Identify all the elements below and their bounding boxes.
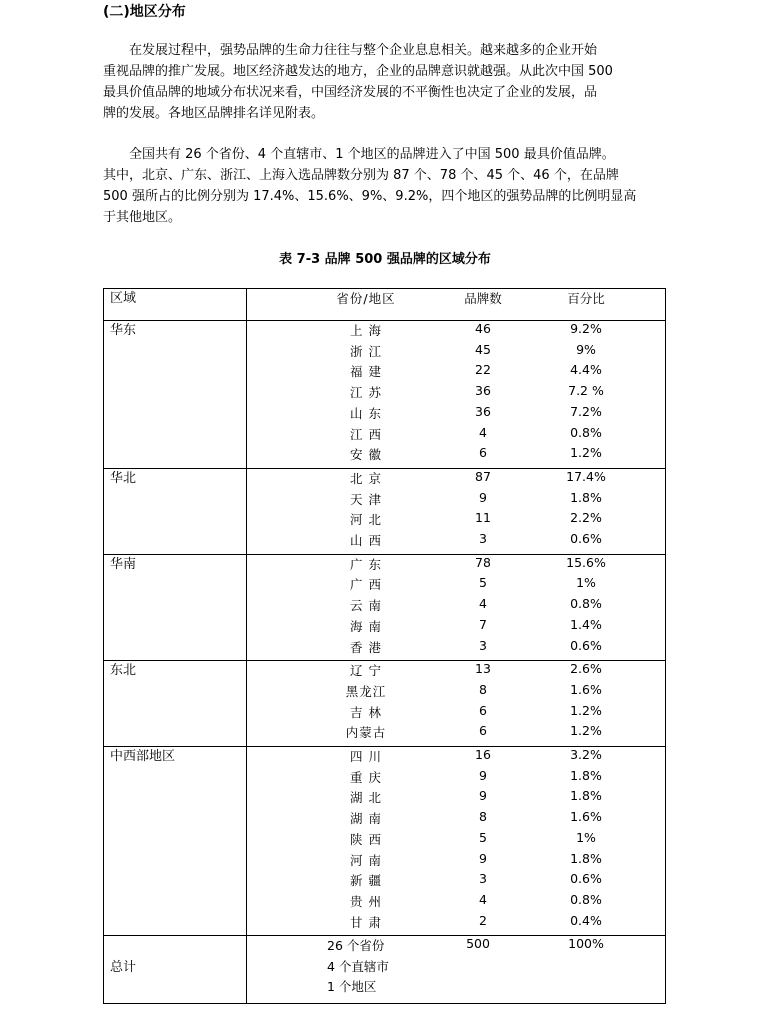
count-cell: 8 — [479, 809, 487, 825]
table-row — [103, 768, 666, 788]
table-row — [103, 342, 666, 362]
province-cell: 贵 州 — [350, 893, 382, 909]
table-column-rule — [103, 288, 104, 1004]
table-row — [103, 321, 666, 341]
count-cell: 4 — [479, 891, 487, 907]
count-cell: 2 — [479, 912, 487, 928]
count-cell: 7 — [479, 616, 487, 632]
percent-cell: 2.6% — [570, 661, 602, 677]
percent-cell: 1.2% — [570, 445, 602, 461]
table-caption: 表 7-3 品牌 500 强品牌的区域分布 — [279, 252, 491, 267]
table-row — [103, 575, 666, 595]
count-cell: 87 — [475, 468, 491, 484]
count-cell: 46 — [475, 321, 491, 336]
percent-cell: 17.4% — [566, 468, 606, 484]
table-row — [103, 747, 666, 767]
percent-cell: 7.2 % — [568, 383, 604, 399]
table-row — [103, 555, 666, 575]
paragraph-line: 全国共有 26 个省份、4 个直辖市、1 个地区的品牌进入了中国 500 最具价值品牌。 — [129, 147, 615, 162]
table-row — [103, 830, 666, 850]
table-row — [103, 682, 666, 702]
province-cell: 山 东 — [350, 405, 382, 421]
province-cell: 新 疆 — [350, 873, 382, 889]
table-row — [103, 723, 666, 743]
province-cell: 云 南 — [350, 598, 382, 614]
count-cell: 5 — [479, 829, 487, 845]
count-cell: 6 — [479, 702, 487, 718]
total-province-line: 4 个直辖市 — [327, 958, 389, 974]
header-region: 区域 — [110, 291, 137, 306]
province-cell: 广 东 — [350, 556, 382, 572]
paragraph-line: 其中，北京、广东、浙江、上海入选品牌数分别为 87 个、78 个、45 个、46 个，在品牌 — [103, 168, 619, 183]
count-cell: 16 — [475, 747, 491, 762]
province-cell: 河 南 — [350, 852, 382, 868]
table-row — [103, 362, 666, 382]
count-cell: 6 — [479, 723, 487, 739]
table-row — [103, 383, 666, 403]
table-row — [103, 851, 666, 871]
province-cell: 福 建 — [350, 364, 382, 380]
province-cell: 黑龙江 — [345, 683, 387, 699]
header-percent: 百分比 — [567, 291, 605, 306]
table-row — [103, 892, 666, 912]
table-row — [103, 445, 666, 465]
table-row — [103, 596, 666, 616]
percent-cell: 9% — [576, 341, 596, 357]
province-cell: 河 北 — [350, 512, 382, 528]
count-cell: 13 — [475, 661, 491, 677]
table-row — [103, 469, 666, 489]
count-cell: 45 — [475, 341, 491, 357]
region-label: 华南 — [110, 556, 137, 572]
paragraph-line: 重视品牌的推广发展。地区经济越发达的地方，企业的品牌意识就越强。从此次中国 500 — [103, 64, 613, 79]
province-cell: 广 西 — [350, 577, 382, 593]
percent-cell: 0.6% — [570, 637, 602, 653]
count-cell: 9 — [479, 788, 487, 804]
count-cell: 6 — [479, 445, 487, 461]
province-cell: 辽 宁 — [350, 663, 382, 679]
percent-cell: 1.2% — [570, 702, 602, 718]
table-row — [103, 404, 666, 424]
percent-cell: 4.4% — [570, 362, 602, 378]
percent-cell: 0.6% — [570, 531, 602, 546]
table-row — [103, 617, 666, 637]
table-rule — [103, 288, 666, 289]
province-cell: 江 苏 — [350, 385, 382, 401]
percent-cell: 1% — [576, 829, 596, 845]
percent-cell: 1% — [576, 575, 596, 591]
count-cell: 78 — [475, 554, 491, 570]
table-header-row — [103, 289, 666, 309]
count-cell: 11 — [475, 510, 491, 526]
province-cell: 香 港 — [350, 639, 382, 655]
table-row — [103, 809, 666, 829]
province-cell: 湖 南 — [350, 811, 382, 827]
total-label: 总计 — [110, 960, 137, 975]
percent-cell: 15.6% — [566, 554, 606, 570]
total-province-line: 1 个地区 — [327, 979, 377, 995]
percent-cell: 1.6% — [570, 681, 602, 697]
percent-cell: 2.2% — [570, 510, 602, 526]
table-column-rule — [665, 288, 666, 1004]
province-cell: 山 西 — [350, 533, 382, 548]
total-count-cell: 500 — [466, 936, 490, 951]
count-cell: 3 — [479, 637, 487, 653]
table-row — [103, 531, 666, 551]
section-heading: (二)地区分布 — [103, 4, 186, 20]
count-cell: 9 — [479, 767, 487, 783]
province-cell: 重 庆 — [350, 769, 382, 785]
paragraph-line: 于其他地区。 — [103, 210, 182, 225]
province-cell: 陕 西 — [350, 831, 382, 847]
province-cell: 北 京 — [350, 470, 382, 486]
percent-cell: 0.4% — [570, 912, 602, 928]
count-cell: 3 — [479, 871, 487, 887]
table-row — [103, 490, 666, 510]
count-cell: 22 — [475, 362, 491, 378]
paragraph-line: 500 强所占的比例分别为 17.4%、15.6%、9%、9.2%，四个地区的强势品牌的比例明显高 — [103, 189, 637, 204]
region-label: 中西部地区 — [110, 749, 176, 764]
table-row — [103, 510, 666, 530]
count-cell: 4 — [479, 424, 487, 440]
table-row — [103, 871, 666, 891]
table-row — [103, 661, 666, 681]
province-cell: 浙 江 — [350, 343, 382, 359]
percent-cell: 0.8% — [570, 424, 602, 440]
province-cell: 天 津 — [350, 491, 382, 507]
table-row — [103, 703, 666, 723]
region-label: 东北 — [110, 663, 137, 679]
percent-cell: 0.8% — [570, 891, 602, 907]
table-row — [103, 913, 666, 933]
count-cell: 3 — [479, 531, 487, 546]
percent-cell: 3.2% — [570, 747, 602, 762]
paragraph-regional-statistics — [103, 144, 659, 228]
region-label: 华北 — [110, 470, 137, 486]
province-cell: 甘 肃 — [350, 914, 382, 930]
province-cell: 吉 林 — [350, 704, 382, 720]
percent-cell: 0.8% — [570, 596, 602, 612]
header-province: 省份/地区 — [336, 291, 396, 306]
total-percent-cell: 100% — [568, 936, 604, 951]
count-cell: 8 — [479, 681, 487, 697]
table-row — [103, 788, 666, 808]
count-cell: 9 — [479, 850, 487, 866]
province-cell: 上 海 — [350, 323, 382, 338]
count-cell: 9 — [479, 489, 487, 505]
header-count: 品牌数 — [464, 291, 502, 306]
table-row — [103, 425, 666, 445]
paragraph-line: 最具价值品牌的地域分布状况来看，中国经济发展的不平衡性也决定了企业的发展，品 — [103, 85, 598, 100]
percent-cell: 1.8% — [570, 850, 602, 866]
total-row — [103, 936, 666, 956]
province-cell: 四 川 — [350, 749, 382, 764]
count-cell: 4 — [479, 596, 487, 612]
province-cell: 湖 北 — [350, 790, 382, 806]
percent-cell: 1.8% — [570, 788, 602, 804]
region-distribution-table — [103, 288, 666, 1004]
paragraph-line: 在发展过程中，强势品牌的生命力往往与整个企业息息相关。越来越多的企业开始 — [129, 43, 598, 58]
province-cell: 海 南 — [350, 618, 382, 634]
percent-cell: 1.4% — [570, 616, 602, 632]
province-cell: 江 西 — [350, 426, 382, 442]
count-cell: 36 — [475, 383, 491, 399]
count-cell: 5 — [479, 575, 487, 591]
percent-cell: 1.2% — [570, 723, 602, 739]
region-label: 华东 — [110, 323, 137, 338]
paragraph-regional-overview — [103, 40, 659, 124]
percent-cell: 1.8% — [570, 489, 602, 505]
table-row — [103, 638, 666, 658]
province-cell: 内蒙古 — [345, 725, 387, 741]
percent-cell: 7.2% — [570, 403, 602, 419]
percent-cell: 1.8% — [570, 767, 602, 783]
count-cell: 36 — [475, 403, 491, 419]
percent-cell: 9.2% — [570, 321, 602, 336]
percent-cell: 0.6% — [570, 871, 602, 887]
table-rule — [103, 1003, 666, 1004]
paragraph-line: 牌的发展。各地区品牌排名详见附表。 — [103, 106, 325, 121]
percent-cell: 1.6% — [570, 809, 602, 825]
table-column-rule — [246, 288, 247, 1004]
province-cell: 安 徽 — [350, 447, 382, 463]
total-province-line: 26 个省份 — [327, 938, 385, 953]
